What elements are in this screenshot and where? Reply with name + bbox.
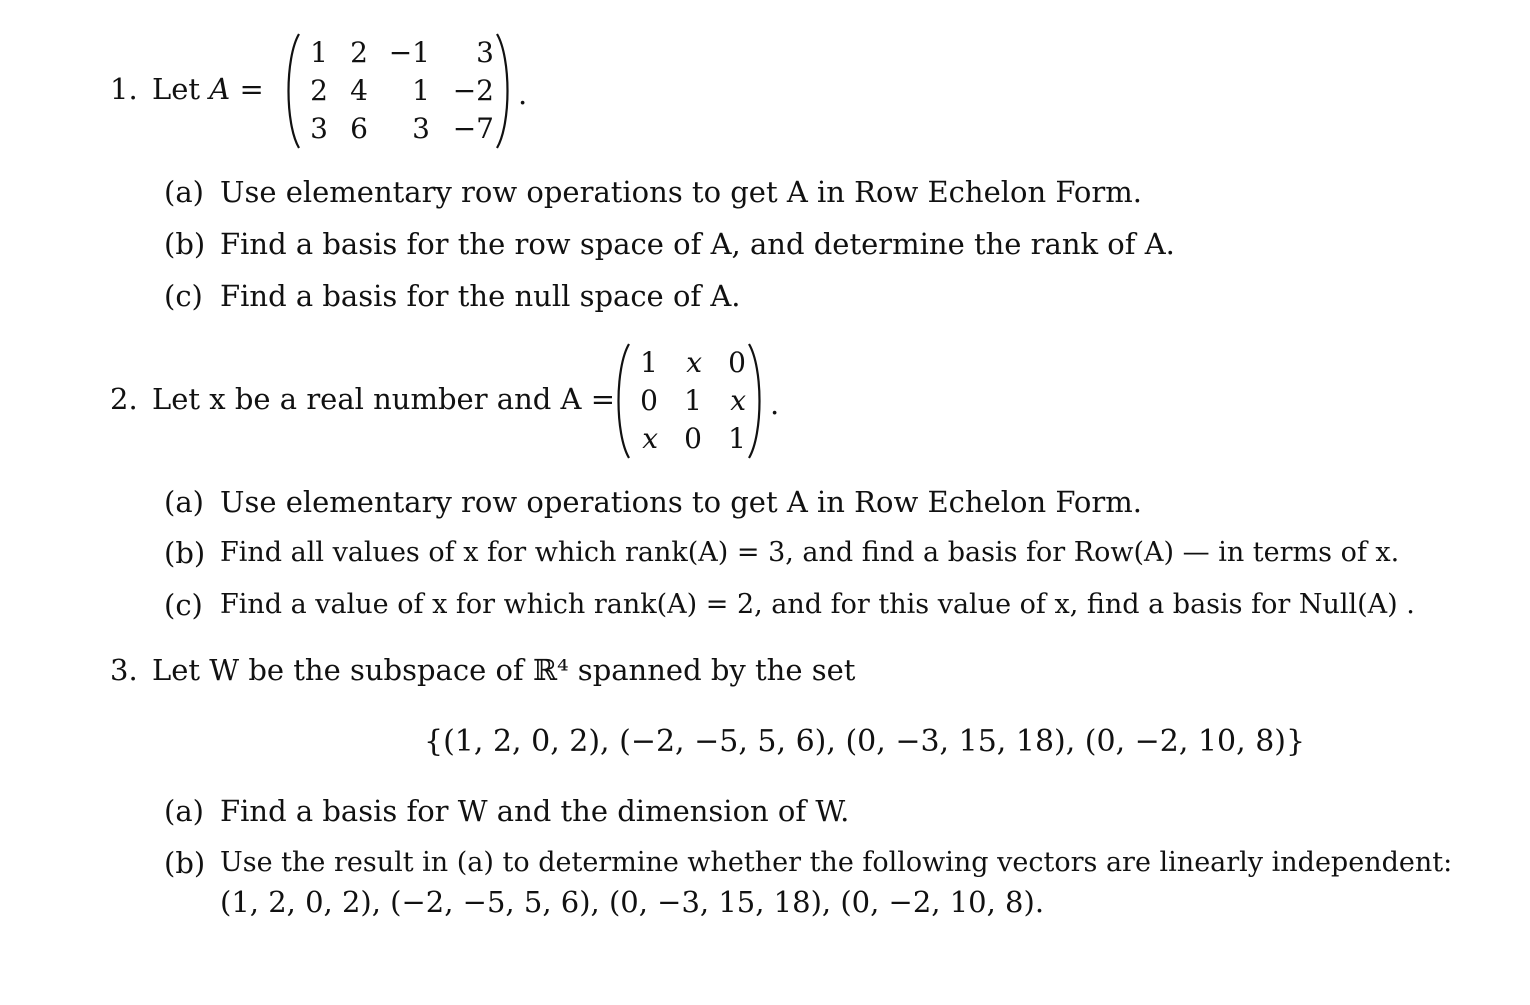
problem-3-number: 3. (110, 653, 138, 687)
matrix-2-cell: 0 (640, 384, 658, 417)
matrix-1-cell: 3 (412, 112, 430, 145)
matrix-1-cell: −1 (388, 36, 430, 69)
problem-3-part-a-label: (a) (164, 794, 204, 828)
matrix-1-cell: 1 (310, 36, 328, 69)
problem-1-var: A (209, 72, 231, 106)
matrix-1 (282, 30, 527, 152)
problem-1-eq: = (230, 72, 264, 106)
matrix-1-cell: 3 (310, 112, 328, 145)
matrix-1-grid (302, 35, 494, 147)
problem-3-intro: Let W be the subspace of ℝ⁴ spanned by the set (152, 653, 856, 687)
problem-3-part-b-label: (b) (164, 846, 206, 880)
matrix-2-cell: 1 (640, 346, 658, 379)
problem-2-part-c-text: Find a value of x for which rank(A) = 2, and for this value of x, find a basis for Null(A) . (220, 589, 1415, 620)
right-paren-icon (746, 340, 766, 462)
problem-2-part-b-label: (b) (164, 536, 206, 570)
spanning-set-display: {(1, 2, 0, 2), (−2, −5, 5, 6), (0, −3, 15, 18), (0, −2, 10, 8)} (424, 724, 1306, 759)
problem-1-part-c-label: (c) (164, 279, 203, 313)
problem-2-part-b-text: Find all values of x for which rank(A) = 3, and find a basis for Row(A) — in terms of x. (220, 537, 1400, 568)
problem-2-part-a-text: Use elementary row operations to get A in Row Echelon Form. (220, 485, 1142, 519)
problem-1-part-b-text: Find a basis for the row space of A, and determine the rank of A. (220, 227, 1175, 261)
problem-2-intro: Let x be a real number and A = (152, 382, 615, 416)
matrix-1-cell: −7 (452, 112, 494, 145)
matrix-2-cell: 0 (684, 422, 702, 455)
matrix-1-period: . (518, 77, 528, 111)
problem-1-part-a-label: (a) (164, 175, 204, 209)
matrix-2-cell: x (642, 422, 658, 455)
problem-2-part-a-label: (a) (164, 485, 204, 519)
matrix-2-cell: x (686, 346, 702, 379)
left-paren-icon (282, 30, 302, 152)
left-paren-icon (612, 340, 632, 462)
matrix-2-cell: 1 (684, 384, 702, 417)
problem-1-part-a-text: Use elementary row operations to get A in Row Echelon Form. (220, 175, 1142, 209)
problem-1-part-b-label: (b) (164, 227, 206, 261)
matrix-1-cell: −2 (452, 74, 494, 107)
matrix-2-cell: 1 (728, 422, 746, 455)
matrix-2-cell: x (730, 384, 746, 417)
matrix-1-cell: 6 (350, 112, 368, 145)
problem-1-number: 1. (110, 72, 138, 106)
problem-1-intro (152, 71, 264, 107)
matrix-2-period: . (770, 387, 780, 421)
matrix-1-cell: 1 (412, 74, 430, 107)
problem-3-part-b-vectors: (1, 2, 0, 2), (−2, −5, 5, 6), (0, −3, 15, 18), (0, −2, 10, 8). (220, 885, 1045, 919)
matrix-2-cell: 0 (728, 346, 746, 379)
problem-3-part-a-text: Find a basis for W and the dimension of W. (220, 794, 850, 828)
problem-2-part-c-label: (c) (164, 588, 203, 622)
problem-1-part-c-text: Find a basis for the null space of A. (220, 279, 741, 313)
matrix-1-cell: 2 (310, 74, 328, 107)
problem-3-part-b-text: Use the result in (a) to determine whether the following vectors are linearly independent: (220, 847, 1453, 878)
matrix-2 (612, 340, 779, 462)
problem-1-intro-let: Let (152, 72, 201, 106)
matrix-1-cell: 3 (476, 36, 494, 69)
matrix-1-cell: 2 (350, 36, 368, 69)
matrix-2-grid (632, 345, 746, 457)
right-paren-icon (494, 30, 514, 152)
matrix-1-cell: 4 (350, 74, 368, 107)
problem-2-number: 2. (110, 382, 138, 416)
